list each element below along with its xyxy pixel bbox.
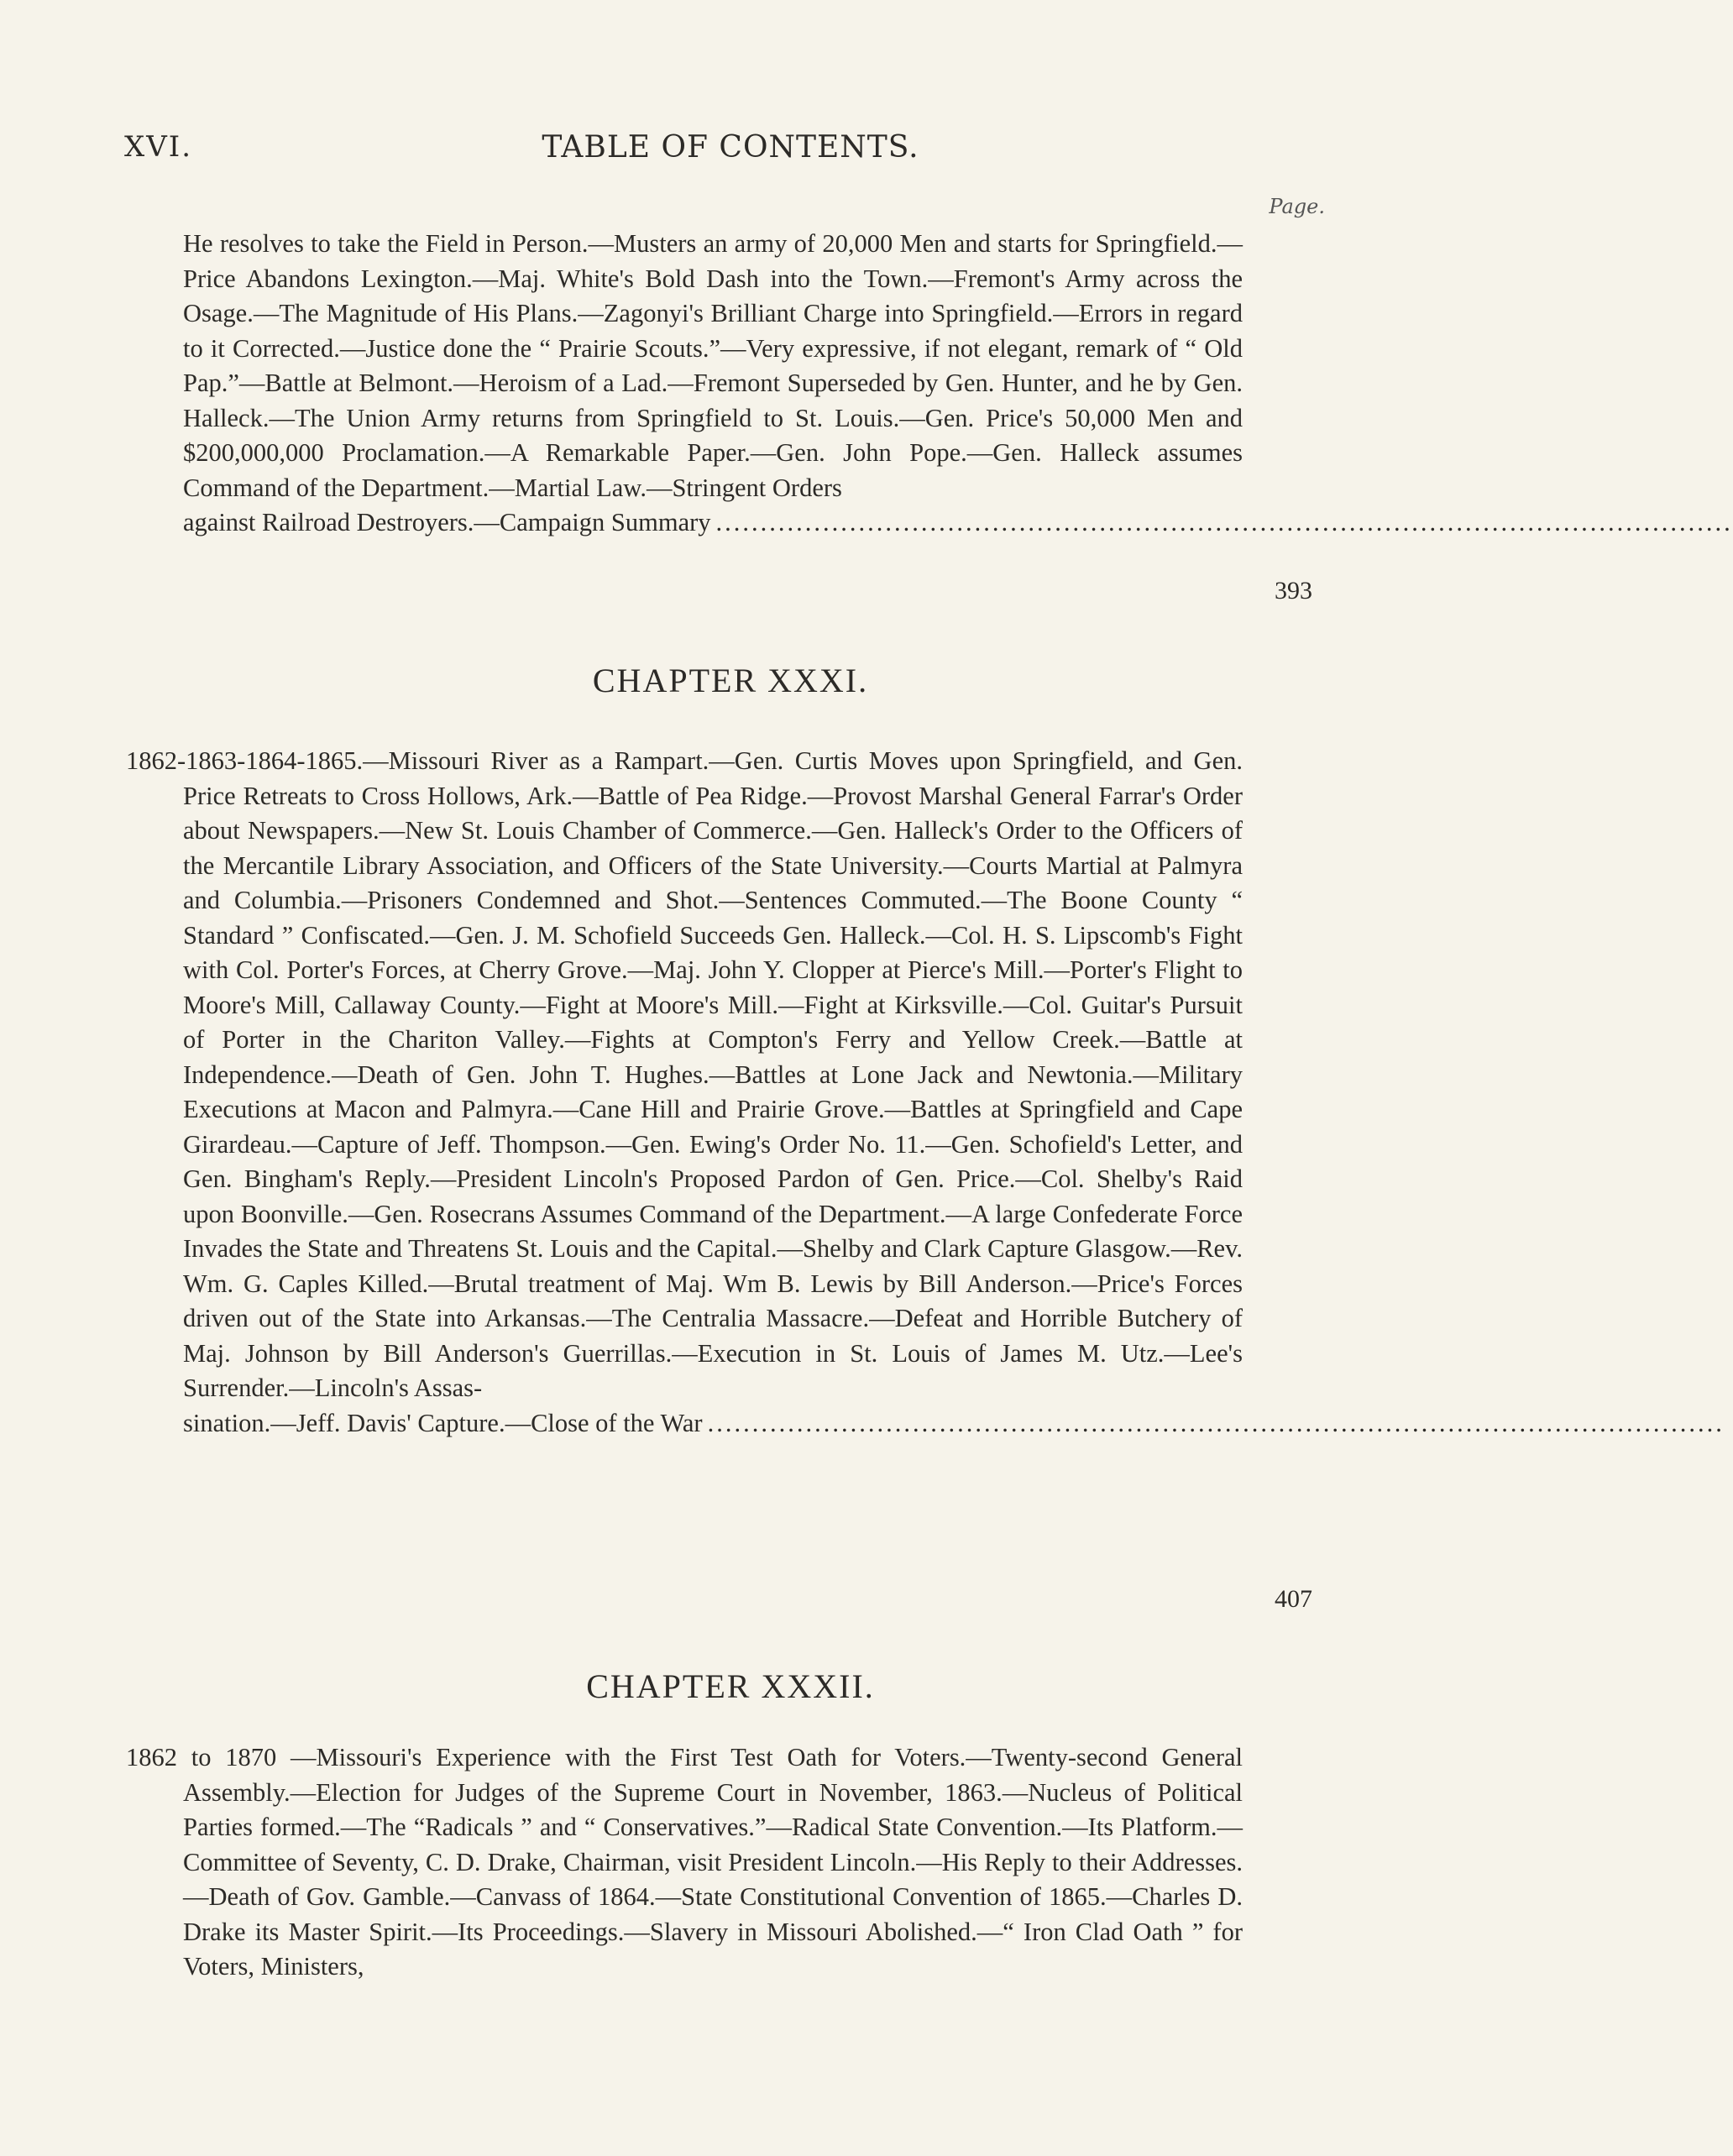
chapter-summary-text	[126, 744, 1725, 1441]
chapter-summary	[126, 744, 1725, 1441]
page-folio: XVI.	[124, 130, 192, 164]
chapter-heading: CHAPTER XXXII.	[586, 1667, 875, 1705]
page-column-label: Page.	[1269, 195, 1325, 218]
running-header	[0, 130, 1461, 172]
continued-entry-last-line: against Railroad Destroyers.—Campaign Summary	[183, 508, 711, 536]
leader-line	[183, 505, 1733, 541]
chapter-summary	[126, 1740, 1243, 1985]
running-title: TABLE OF CONTENTS.	[542, 130, 919, 165]
page-number: 407	[1275, 1585, 1312, 1613]
dot-leader: ..................................................................................................................	[715, 508, 1733, 536]
dot-leader: ..................................................................................................................	[707, 1408, 1725, 1437]
chapter-summary-body: 1862-1863-1864-1865.—Missouri River as a Rampart.—Gen. Curtis Moves upon Springfield, and Gen. Price Retreats to Cross Hollows, Ark.—Battle of Pea Ridge.—Provost Marshal General Farrar's Order about Newspapers.—New St. Louis Chamber of Commerce.—Gen. Halleck's Order to the Officers of the Mercantile Library Association, and Officers of the State University.—Courts Martial at Palmyra and Columbia.—Prisoners Condemned and Shot.—Sentences Commuted.—The Boone County “ Standard ” Confiscated.—Gen. J. M. Schofield Succeeds Gen. Halleck.—Col. H. S. Lipscomb's Fight with Col. Porter's Forces, at Cherry Grove.—Maj. John Y. Clopper at Pierce's Mill.—Porter's Flight to Moore's Mill, Callaway County.—Fight at Moore's Mill.—Fight at Kirksville.—Col. Guitar's Pursuit of Porter in the Chariton Valley.—Fights at Compton's Ferry and Yellow Creek.—Battle at Independence.—Death of Gen. John T. Hughes.—Battles at Lone Jack and Newtonia.—Military Executions at Macon and Palmyra.—Cane Hill and Prairie Grove.—Battles at Springfield and Cape Girardeau.—Capture of Jeff. Thompson.—Gen. Ewing's Order No. 11.—Gen. Schofield's Letter, and Gen. Bingham's Reply.—President Lincoln's Proposed Pardon of Gen. Price.—Col. Shelby's Raid upon Boonville.—Gen. Rosecrans Assumes Command of the Department.—A large Confederate Force Invades the State and Threatens St. Louis and the Capital.—Shelby and Clark Capture Glasgow.—Rev. Wm. G. Caples Killed.—Brutal treatment of Maj. Wm B. Lewis by Bill Anderson.—Price's Forces driven out of the State into Arkansas.—The Centralia Massacre.—Defeat and Horrible Butchery of Maj. Johnson by Bill Anderson's Guerrillas.—Execution in St. Louis of James M. Utz.—Lee's Surrender.—Lincoln's Assas-	[126, 746, 1243, 1402]
chapter-summary-last-line: sination.—Jeff. Davis' Capture.—Close of the War	[183, 1408, 703, 1437]
page-number: 393	[1275, 577, 1312, 604]
chapter-summary-text: 1862 to 1870 —Missouri's Experience with the First Test Oath for Voters.—Twenty-second General Assembly.—Election for Judges of the Supreme Court in November, 1863.—Nucleus of Political Parties formed.—The “Radicals ” and “ Conservatives.”—Radical State Convention.—Its Platform.—Committee of Seventy, C. D. Drake, Chairman, visit President Lincoln.—His Reply to their Addresses.—Death of Gov. Gamble.—Canvass of 1864.—State Constitutional Convention of 1865.—Charles D. Drake its Master Spirit.—Its Proceedings.—Slavery in Missouri Abolished.—“ Iron Clad Oath ” for Voters, Ministers,	[126, 1743, 1243, 1981]
continued-entry-text: He resolves to take the Field in Person.—Musters an army of 20,000 Men and starts for Springfield.—Price Abandons Lexington.—Maj. White's Bold Dash into the Town.—Fremont's Army across the Osage.—The Magnitude of His Plans.—Zagonyi's Brilliant Charge into Springfield.—Errors in regard to it Corrected.—Justice done the “ Prairie Scouts.”—Very expressive, if not elegant, remark of “ Old Pap.”—Battle at Belmont.—Heroism of a Lad.—Fremont Superseded by Gen. Hunter, and he by Gen. Halleck.—The Union Army returns from Springfield to St. Louis.—Gen. Price's 50,000 Men and $200,000,000 Proclamation.—A Remarkable Paper.—Gen. John Pope.—Gen. Halleck assumes Command of the Department.—Martial Law.—Stringent Orders	[183, 229, 1243, 502]
chapter-heading: CHAPTER XXXI.	[592, 662, 869, 699]
leader-line	[183, 1406, 1725, 1442]
continued-entry	[183, 227, 1733, 541]
